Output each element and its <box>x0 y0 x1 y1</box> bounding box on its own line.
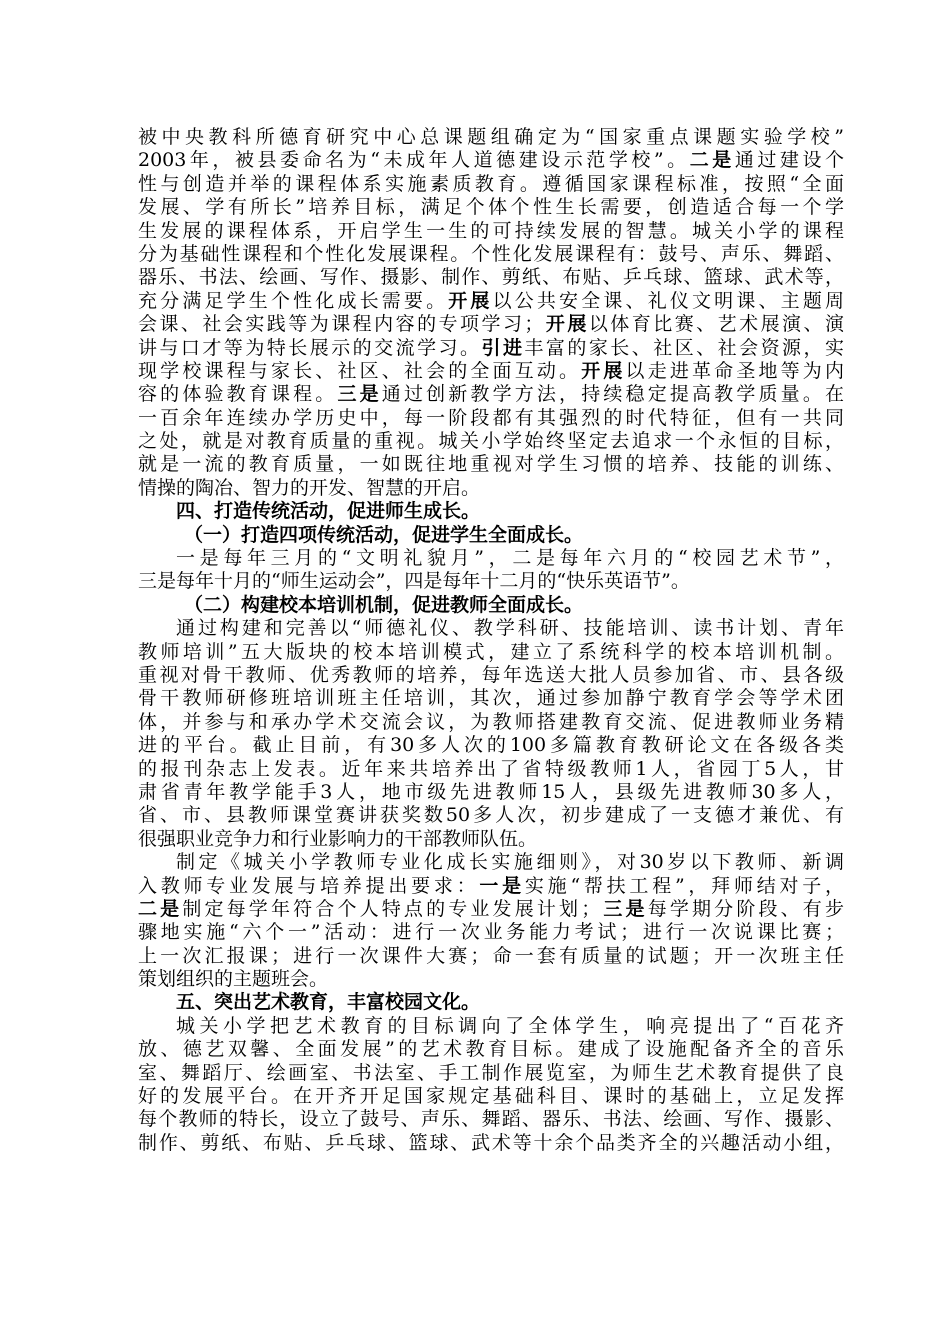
text-line: 策划组织的主题班会。 <box>138 968 329 991</box>
section-heading: 四、打造传统活动，促进师生成长。 <box>176 500 481 523</box>
text-line: 会课、社会实践等为课程内容的专项学习；开展以体育比赛、艺术展演、演 <box>138 313 844 336</box>
text-line: 一是每年三月的“文明礼貌月”，二是每年六月的“校园艺术节”， <box>176 547 844 570</box>
text-line: 教师培训”五大版块的校本培训模式，建立了系统科学的校本培训机制。 <box>138 640 844 663</box>
text-line: 现学校课程与家长、社区、社会的全面互动。开展以走进革命圣地等为内 <box>138 359 844 382</box>
text-line: 省、市、县教师课堂赛讲获奖数50多人次，初步建成了一支德才兼优、有 <box>138 804 844 827</box>
text-line: 进的平台。截止目前，有30多人次的100多篇教育教研论文在各级各类 <box>138 734 844 757</box>
section-heading: 五、突出艺术教育，丰富校园文化。 <box>176 991 481 1014</box>
document-body <box>138 126 844 1155</box>
text-line: 一百余年连续办学历史中，每一阶段都有其强烈的时代特征，但有一共同 <box>138 406 844 429</box>
text-line: 制作、剪纸、布贴、乒乓球、篮球、武术等十余个品类齐全的兴趣活动小组， <box>138 1131 844 1154</box>
text-line: 分为基础性课程和个性化发展课程。个性化发展课程有：鼓号、声乐、舞蹈、 <box>138 242 844 265</box>
text-line: 每个教师的特长，设立了鼓号、声乐、舞蹈、器乐、书法、绘画、写作、摄影、 <box>138 1108 844 1131</box>
text-line: 放、德艺双馨、全面发展”的艺术教育目标。建成了设施配备齐全的音乐 <box>138 1038 844 1061</box>
text-line: 入教师专业发展与培养提出要求：一是实施“帮扶工程”，拜师结对子， <box>138 874 844 897</box>
text-line: 讲与口才等为特长展示的交流学习。引进丰富的家长、社区、社会资源，实 <box>138 336 844 359</box>
text-line: 发展、学有所长”培养目标，满足个体个性生长需要，创造适合每一个学 <box>138 196 844 219</box>
text-line: 肃省青年教学能手3人，地市级先进教师15人，县级先进教师30多人， <box>138 780 844 803</box>
text-line: 骤地实施“六个一”活动：进行一次业务能力考试；进行一次说课比赛； <box>138 921 844 944</box>
text-line: 二是制定每学年符合个人特点的专业发展计划；三是每学期分阶段、有步 <box>138 897 844 920</box>
text-line: 体，并参与和承办学术交流会议，为教师搭建教育交流、促进教师业务精 <box>138 710 844 733</box>
text-line: 情操的陶冶、智力的开发、智慧的开启。 <box>138 476 481 499</box>
text-line: 城关小学把艺术教育的目标调向了全体学生，响亮提出了“百花齐 <box>176 1014 844 1037</box>
text-line: 的报刊杂志上发表。近年来共培养出了省特级教师1人，省园丁5人，甘 <box>138 757 844 780</box>
text-line: 很强职业竞争力和行业影响力的干部教师队伍。 <box>138 827 538 850</box>
text-line: 充分满足学生个性化成长需要。开展以公共安全课、礼仪文明课、主题周 <box>138 289 844 312</box>
text-line: 上一次汇报课；进行一次课件大赛；命一套有质量的试题；开一次班主任 <box>138 944 844 967</box>
text-line: 室、舞蹈厅、绘画室、书法室、手工制作展览室，为师生艺术教育提供了良 <box>138 1061 844 1084</box>
text-line: 好的发展平台。在开齐开足国家规定基础科目、课时的基础上，立足发挥 <box>138 1085 844 1108</box>
text-line: 骨干教师研修班培训班主任培训，其次，通过参加静宁教育学会等学术团 <box>138 687 844 710</box>
text-line: 2003年，被县委命名为“未成年人道德建设示范学校”。二是通过建设个 <box>138 149 844 172</box>
text-line: 容的体验教育课程。三是通过创新教学方法，持续稳定提高教学质量。在 <box>138 383 844 406</box>
text-line: 被中央教科所德育研究中心总课题组确定为“国家重点课题实验学校” <box>138 126 844 148</box>
text-line: 制定《城关小学教师专业化成长实施细则》，对30岁以下教师、新调 <box>176 851 844 874</box>
text-line: 之处，就是对教育质量的重视。城关小学始终坚定去追求一个永恒的目标， <box>138 430 844 453</box>
text-line: 重视对骨干教师、优秀教师的培养，每年选送大批人员参加省、市、县各级 <box>138 663 844 686</box>
text-line: 性与创造并举的课程体系实施素质教育。遵循国家课程标准，按照“全面 <box>138 172 844 195</box>
text-line: 三是每年十月的“师生运动会”，四是每年十二月的“快乐英语节”。 <box>138 570 690 593</box>
text-line: 器乐、书法、绘画、写作、摄影、制作、剪纸、布贴、乒乓球、篮球、武术等， <box>138 266 844 289</box>
subsection-heading: （一）打造四项传统活动，促进学生全面成长。 <box>184 523 584 546</box>
subsection-heading: （二）构建校本培训机制，促进教师全面成长。 <box>184 593 584 616</box>
text-line: 生发展的课程体系，开启学生一生的可持续发展的智慧。城关小学的课程 <box>138 219 844 242</box>
text-line: 通过构建和完善以“师德礼仪、教学科研、技能培训、读书计划、青年 <box>176 617 844 640</box>
text-line: 就是一流的教育质量，一如既往地重视对学生习惯的培养、技能的训练、 <box>138 453 844 476</box>
